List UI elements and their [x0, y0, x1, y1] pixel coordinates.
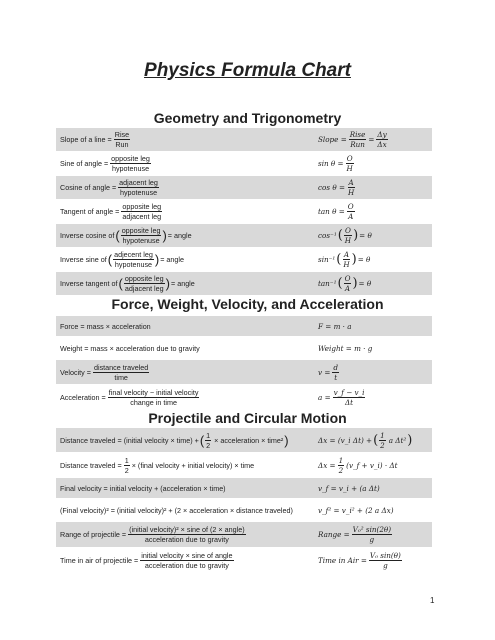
formula-math: v_f² = v_i² + (2 a Δx) [318, 505, 394, 515]
formula-text: Velocity = $\frac{\text{distance traveled}}{\text{time}}$ [60, 362, 149, 382]
formula-text: Tangent of angle = $\frac{\text{opposite leg}}{\text{adjacent leg}}$ [60, 202, 162, 221]
formula-row-distance-2 [56, 453, 432, 477]
formula-text: Distance traveled = (initial velocity × time) + ( $\frac{1}{2}$ × acceleration × time² ) [60, 430, 289, 450]
formula-text: Final velocity = initial velocity + (acceleration × time) [60, 483, 226, 493]
formula-text: Slope of a line = $\frac{\text{Rise}}{\text{Run}}$ [60, 130, 130, 149]
formula-math: a = $\frac{v\_f - v\_i}{\Delta t}$ [318, 387, 365, 407]
formula-text: Weight = mass × acceleration due to gravity [60, 343, 200, 353]
formula-math: Time in Air = $\frac{\text{V₀ sin(θ)}}{g}$ [318, 551, 401, 570]
formula-math: v_f = v_i + (a Δt) [318, 483, 380, 493]
formula-row-time-in-air [56, 548, 432, 573]
formula-text: Inverse cosine of ( $\frac{\text{opposite leg}}{\text{hypotenuse}}$ ) = angle [60, 226, 192, 245]
formula-row-slope [56, 128, 432, 151]
formula-row-final-velocity-squared [56, 500, 432, 520]
page-title: Physics Formula Chart [144, 60, 351, 81]
section-heading-projectile: Projectile and Circular Motion [148, 410, 347, 426]
formula-text: Acceleration = $\frac{\text{final velocity − initial velocity}}{\text{change in time}}$ [60, 387, 199, 407]
formula-math: cos⁻¹ ( $\frac{O}{H}$ ) = θ [318, 226, 372, 245]
section-heading-force: Force, Weight, Velocity, and Acceleration [111, 296, 384, 312]
formula-text: Force = mass × acceleration [60, 321, 151, 331]
formula-text: Time in air of projectile = $\frac{\text{initial velocity × sine of angle}}{\text{acceleration due to gravity}}$ [60, 551, 233, 570]
section-heading-geometry: Geometry and Trigonometry [153, 110, 342, 126]
formula-math: Range = $\frac{\text{V₀² sin(2θ)}}{g}$ [318, 525, 392, 544]
formula-text: Sine of angle = $\frac{\text{opposite leg}}{\text{hypotenuse}}$ [60, 154, 150, 173]
formula-row-inverse-sine [56, 248, 432, 271]
formula-text: Inverse tangent of ( $\frac{\text{opposite leg}}{\text{adjacent leg}}$ ) = angle [60, 274, 195, 293]
formula-math: v = $\frac{d}{t}$ [318, 362, 338, 382]
formula-math: sin⁻¹ ( $\frac{A}{H}$ ) = θ [318, 250, 371, 269]
formula-math: Δx = (v_i Δt) + ( $\frac{1}{2}$ a Δt² ) [318, 430, 413, 450]
formula-row-range [56, 522, 432, 547]
formula-math: tan⁻¹ ( $\frac{O}{A}$ ) = θ [318, 274, 372, 293]
formula-row-cosine [56, 176, 432, 199]
formula-math: tan θ = $\frac{O}{A}$ [318, 202, 354, 221]
formula-text: Range of projectile = $\frac{\text{(initial velocity)² × sine of (2 × angle)}}{\text{acceleration due to gravity}}$ [60, 525, 245, 544]
formula-math: Δx = $\frac{1}{2}$ (v_f + v_i) · Δt [318, 455, 398, 475]
formula-math: sin θ = $\frac{O}{H}$ [318, 154, 353, 173]
formula-text: Distance traveled = $\frac{1}{2}$ × (final velocity + initial velocity) × time [60, 455, 255, 475]
page-number: 1 [430, 596, 435, 605]
formula-math: Weight = m · g [318, 343, 373, 353]
formula-text: (Final velocity)² = (initial velocity)² + (2 × acceleration × distance traveled) [60, 505, 293, 515]
formula-math: Slope = $\frac{\text{Rise}}{\text{Run}}$ = $\frac{\Delta y}{\Delta x}$ [318, 130, 387, 149]
formula-row-acceleration [56, 385, 432, 409]
formula-row-distance-1 [56, 428, 432, 452]
formula-row-inverse-cosine [56, 224, 432, 247]
formula-row-velocity [56, 360, 432, 384]
formula-row-force [56, 316, 432, 336]
formula-row-inverse-tangent [56, 272, 432, 295]
formula-text: Inverse sine of ( $\frac{\text{adjecent leg}}{\text{hypotenuse}}$ ) = angle [60, 250, 184, 269]
formula-row-sine [56, 152, 432, 175]
formula-row-final-velocity [56, 478, 432, 498]
formula-row-tangent [56, 200, 432, 223]
formula-math: cos θ = $\frac{A}{H}$ [318, 178, 355, 197]
formula-text: Cosine of angle = $\frac{\text{adjacent leg}}{\text{hypotenuse}}$ [60, 178, 158, 197]
formula-row-weight [56, 338, 432, 358]
formula-math: F = m · a [318, 321, 352, 331]
